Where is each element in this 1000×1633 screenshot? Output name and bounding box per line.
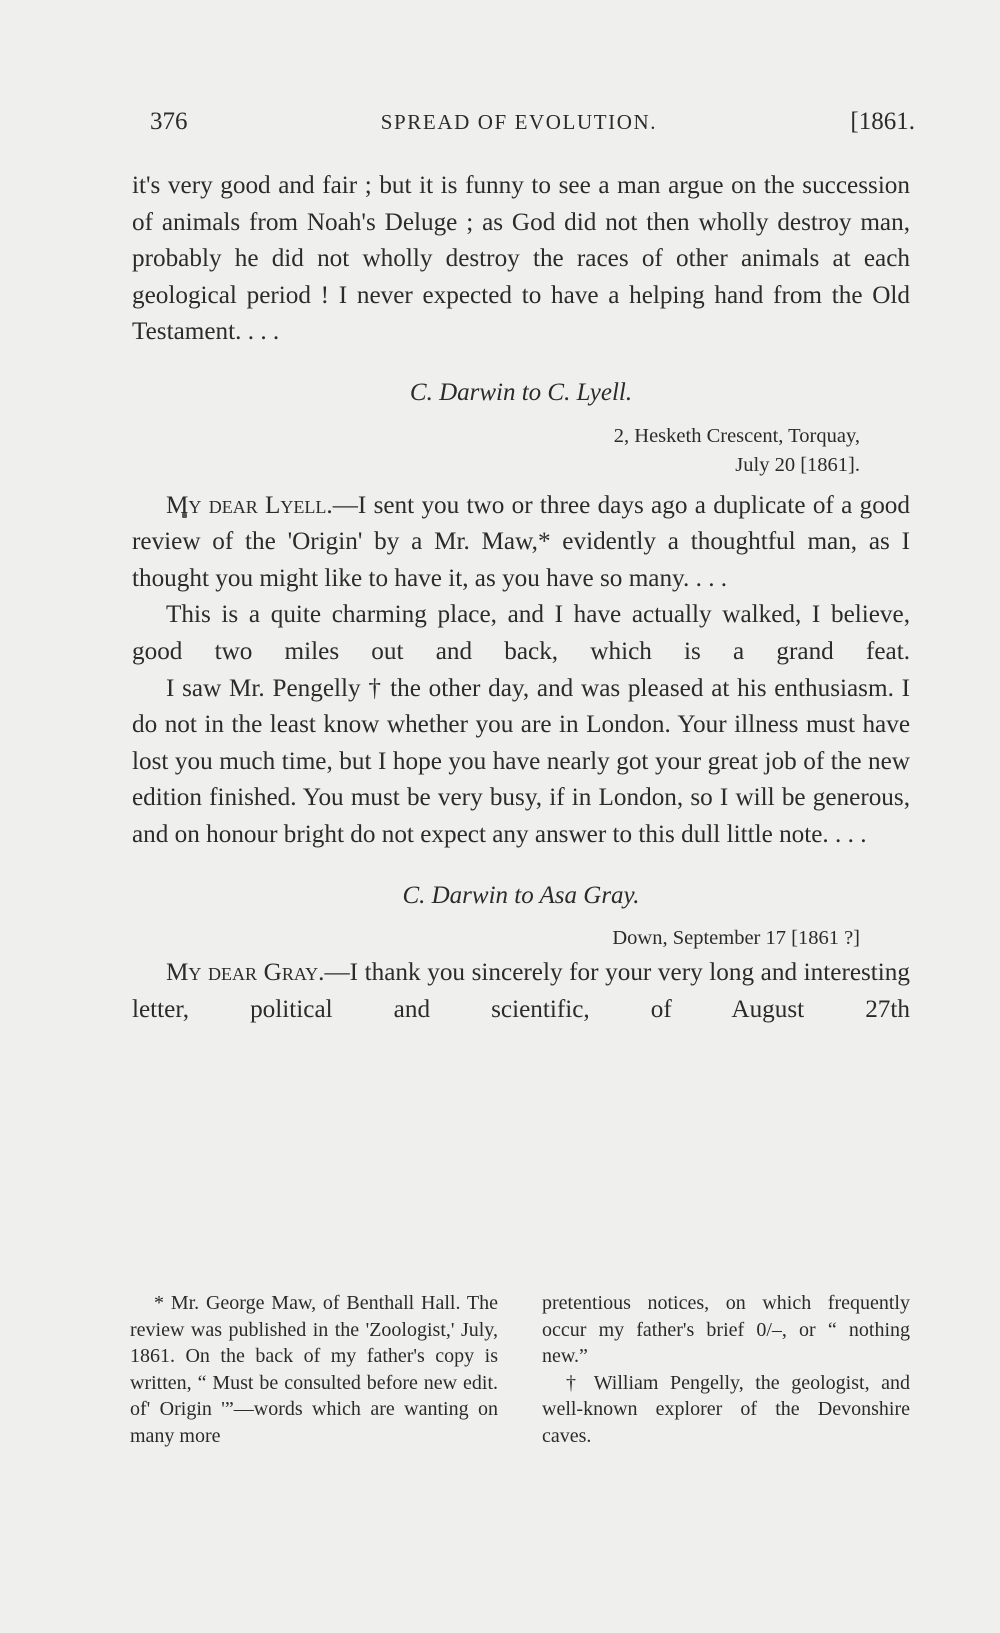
footnote-pengelly: † William Pengelly, the geologist, and well-known explorer of the Devonshire caves. — [542, 1371, 910, 1447]
paragraph-text: —I thank you sincerely for your very long and interesting letter, political and scientific, of August 27th — [132, 959, 910, 1023]
address-line-1: 2, Hesketh Crescent, Torquay, — [613, 424, 860, 447]
main-text — [132, 168, 910, 1028]
header-year: [1861. — [850, 108, 915, 135]
footnote-column-right — [542, 1290, 910, 1449]
letter-paragraph: I saw Mr. Pengelly † the other day, and was pleased at his enthusiasm. I do not in the least know whether you are in London. Your illness must have lost you much time, but I hope you have nearly got your great job of the new edition finished. You must be very busy, if in London, so I will be generous, and on honour bright do not expect any answer to this dull little note. . . . — [132, 674, 910, 848]
footnote-maw-continued: pretentious notices, on which frequently occur my father's brief 0/–, or “ nothing new.” — [542, 1292, 910, 1367]
address-line-2: July 20 [1861]. — [735, 453, 860, 476]
letter-paragraph — [132, 955, 910, 1028]
running-title: SPREAD OF EVOLUTION. — [380, 110, 658, 134]
letter-paragraph: This is a quite charming place, and I have actually walked, I believe, good two miles out and back, which is a grand feat. — [132, 601, 910, 665]
footnote-column-left — [130, 1290, 498, 1449]
footnote-maw: * Mr. George Maw, of Benthall Hall. The review was published in the 'Zoologist,' July, 1861. On the back of my father's copy is written, “ Must be consulted before new edit. of' Origin '”—words which are wanting on many more — [130, 1292, 498, 1447]
letter-heading-gray: C. Darwin to Asa Gray. — [402, 881, 640, 909]
letter-address-lyell — [132, 422, 910, 480]
continuation-paragraph: it's very good and fair ; but it is funny to see a man argue on the succession of animals from Noah's Deluge ; as God did not then wholly destroy man, probably he did not wholly destroy the races of other animals at each geological period ! I never expected to have a helping hand from the Old Testament. . . . — [132, 172, 910, 346]
letter-address-gray: Down, September 17 [1861 ?] — [612, 927, 860, 950]
salutation: My dear Gray. — [166, 959, 325, 987]
letter-paragraph — [132, 488, 910, 598]
letter-heading-lyell: C. Darwin to C. Lyell. — [409, 378, 633, 406]
page-number: 376 — [150, 108, 188, 135]
page-header — [150, 108, 915, 136]
paragraph-text: —I sent you two or three days ago a duplicate of a good review of the 'Origin' by a Mr. Maw,* evidently a thoughtful man, as I thought you might like to have it, as you have so many. . . . — [132, 491, 910, 592]
footnotes — [130, 1290, 910, 1449]
salutation: My dear Lyell. — [166, 491, 333, 519]
